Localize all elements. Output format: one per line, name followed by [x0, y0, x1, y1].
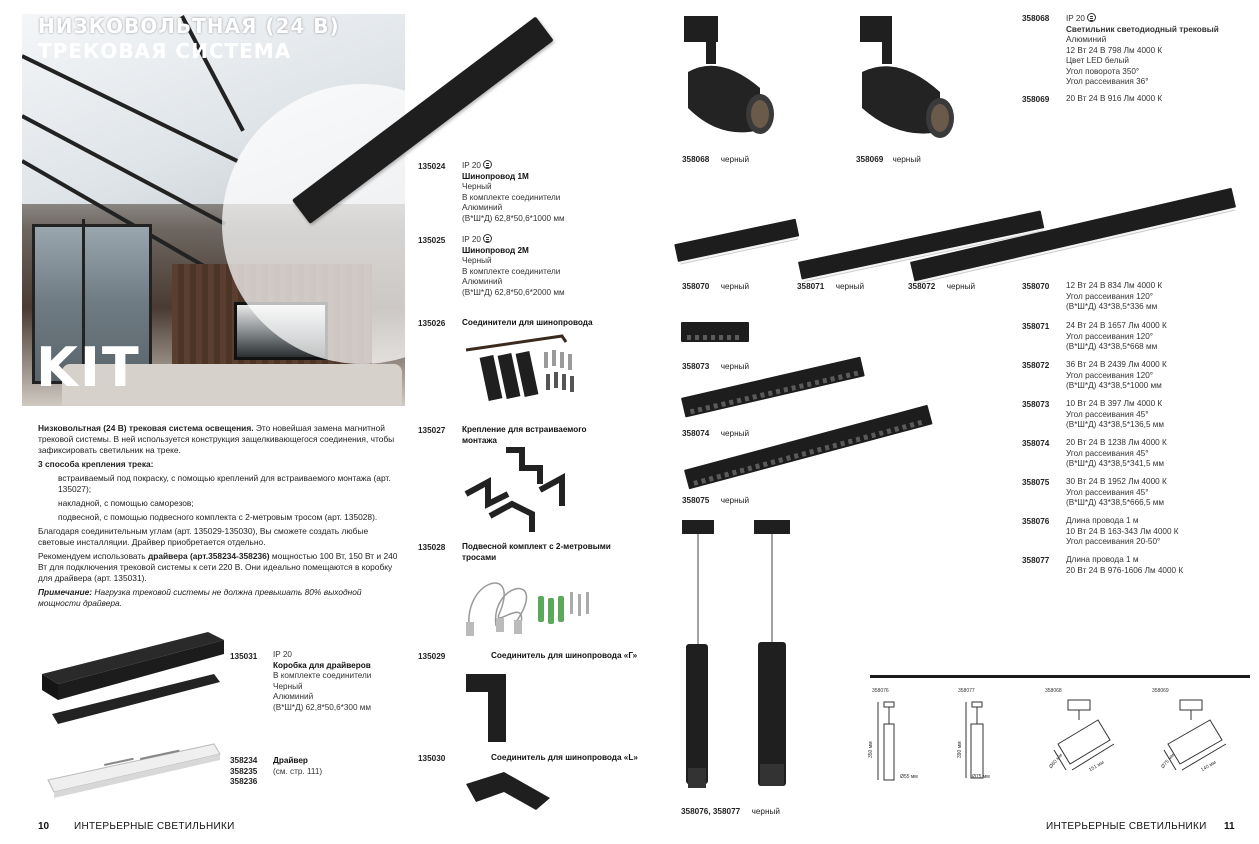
spec-line: Угол рассеивания 20-50° — [1066, 537, 1161, 546]
product-358070-desc — [1066, 281, 1162, 313]
spec-line: 12 Вт 24 В 798 Лм 4000 К — [1066, 45, 1163, 55]
driver-box-image — [38, 628, 228, 738]
product-name: Драйвер — [273, 756, 308, 765]
connector-g-image — [462, 668, 542, 748]
spotlight-358068-image — [680, 14, 780, 144]
driver-ref: драйвера (арт.358234-358236) — [147, 551, 270, 561]
product-135024-desc — [462, 160, 565, 224]
suspension-kit-image — [460, 562, 600, 646]
footer-section: ИНТЕРЬЕРНЫЕ СВЕТИЛЬНИКИ — [1046, 821, 1207, 832]
caption-color: черный — [892, 155, 921, 164]
spec-line: Угол рассеивания 120° — [1066, 331, 1154, 341]
product-code: 135028 — [418, 543, 446, 552]
product-358071-desc — [1066, 321, 1167, 353]
caption-color: черный — [720, 282, 750, 291]
note-label: Примечание: — [38, 587, 93, 597]
connector-l-image — [464, 770, 554, 826]
dimension-drawings — [868, 694, 1248, 794]
product-code: 358073 — [1022, 400, 1050, 409]
product-code: 358077 — [1022, 556, 1050, 565]
product-code: 358236 — [230, 777, 258, 786]
product-code: 358235 — [230, 766, 258, 776]
product-code: 135031 — [230, 652, 258, 661]
product-135031-desc — [273, 650, 371, 713]
caption-code: 358071 — [797, 282, 825, 291]
spec-line: Угол рассеивания 45° — [1066, 487, 1149, 497]
caption-code: 358073 — [682, 362, 710, 371]
dot-lamp-358075-image — [684, 405, 933, 490]
footer-section: ИНТЕРЬЕРНЫЕ СВЕТИЛЬНИКИ — [74, 821, 235, 832]
product-name: Коробка для драйверов — [273, 660, 371, 670]
schematics-divider — [870, 675, 1250, 678]
spec-line: Угол рассеивания 45° — [1066, 409, 1149, 419]
page-title — [38, 14, 340, 64]
product-code: 135030 — [418, 754, 446, 763]
caption-358070 — [682, 282, 749, 291]
caption-358068 — [682, 155, 749, 164]
product-code: 358075 — [1022, 478, 1050, 487]
product-358073-desc — [1066, 399, 1164, 431]
product-code: 135026 — [418, 319, 446, 328]
product-name: Соединители для шинопровода — [462, 318, 593, 327]
spec-line: В комплекте соединители — [462, 266, 561, 276]
caption-358073 — [682, 362, 749, 371]
spec-line: Длина провода 1 м — [1066, 516, 1139, 525]
product-code: 358069 — [1022, 95, 1050, 104]
spec-line: Алюминий — [462, 277, 503, 286]
caption-358071 — [797, 282, 864, 291]
product-358072-desc — [1066, 360, 1167, 392]
spec-line: 20 Вт 24 В 976-1606 Лм 4000 К — [1066, 565, 1184, 575]
caption-code: 358074 — [682, 429, 710, 438]
product-name: Соединитель для шинопровода «L» — [491, 753, 638, 762]
spec-line: В комплекте соединители — [462, 192, 561, 202]
linear-lamp-358070-image — [674, 219, 799, 262]
spec-line: (В*Ш*Д) 43*38,5*668 мм — [1066, 342, 1158, 351]
mount-brackets-image — [462, 444, 582, 534]
product-name: Шинопровод 2М — [462, 245, 529, 255]
kit-badge: KIT — [36, 336, 141, 399]
spec-line: 20 Вт 24 В 1238 Лм 4000 К — [1066, 438, 1167, 447]
product-135025-desc — [462, 234, 565, 298]
product-135028-desc — [462, 542, 611, 563]
intro-text — [38, 423, 406, 612]
ip-rating: IP 20 — [1066, 14, 1085, 23]
connectors-image — [462, 330, 582, 410]
product-name: Соединитель для шинопровода «Г» — [491, 651, 638, 660]
product-code: 135024 — [418, 162, 446, 171]
dot-lamp-358073-image — [681, 322, 749, 342]
hero-photo — [22, 14, 405, 406]
product-358077-desc — [1066, 555, 1183, 576]
product-358075-desc — [1066, 477, 1167, 509]
dimension-label: 390 мм — [957, 741, 963, 758]
caption-code: 358069 — [856, 155, 884, 164]
product-358074-desc — [1066, 438, 1167, 470]
title-line-1: НИЗКОВОЛЬТНАЯ (24 В) — [38, 14, 340, 38]
caption-358076-358077 — [681, 807, 780, 816]
spec-line: Черный — [462, 182, 492, 191]
intro-paragraph: Это новейшая замена магнитной трековой системы. В ней используется конструкция защелкивающегося соединения, чтобы зафиксировать светильник на треке. — [38, 423, 395, 455]
caption-358075 — [682, 496, 749, 505]
product-code: 135025 — [418, 236, 446, 245]
methods-title: 3 способа крепления трека: — [38, 459, 154, 469]
ground-icon — [483, 160, 492, 169]
spec-line: (В*Ш*Д) 43*38,5*136,5 мм — [1066, 420, 1165, 429]
product-name: монтажа — [462, 435, 497, 445]
schematic-code: 358077 — [958, 688, 975, 694]
intro-text-part: мощностью 100 Вт, 150 Вт и 240 Вт для подключения трековой системы к сети 220 В. Они идеально помещаются в коробку для драйвера (арт. 135031). — [38, 551, 398, 583]
dimension-label: Ø55 мм — [900, 774, 918, 780]
caption-color: черный — [751, 807, 780, 816]
product-135029-desc — [491, 651, 637, 662]
product-135027-desc — [462, 425, 587, 446]
product-code: 358068 — [1022, 14, 1050, 23]
spec-line: 20 Вт 24 В 916 Лм 4000 К — [1066, 94, 1163, 103]
spec-line: Алюминий — [462, 203, 503, 212]
caption-color: черный — [720, 429, 750, 438]
spec-line: 30 Вт 24 В 1952 Лм 4000 К — [1066, 477, 1167, 486]
caption-code: 358075 — [682, 496, 710, 505]
product-name: Крепление для встраиваемого — [462, 425, 587, 434]
product-code: 358234 — [230, 756, 258, 765]
product-358068-desc — [1066, 13, 1219, 88]
product-name: тросами — [462, 552, 497, 562]
caption-358069 — [856, 155, 921, 164]
product-code: 358071 — [1022, 322, 1050, 331]
dimension-label: Ø60 мм — [1048, 752, 1064, 770]
ip-rating: IP 20 — [273, 650, 292, 659]
spec-line: (В*Ш*Д) 43*38,5*341,5 мм — [1066, 459, 1165, 468]
method-item: встраиваемый под покраску, с помощью креплений для встраиваемого монтажа (арт. 135027); — [58, 473, 391, 494]
page-number: 11 — [1224, 821, 1235, 832]
intro-paragraph: Благодаря соединительным углам (арт. 135029-135030), Вы сможете создать любые световые инсталляции. Драйвер приобретается отдельно. — [38, 526, 369, 547]
spec-line: Угол рассеивания 36° — [1066, 77, 1149, 86]
driver-image — [44, 740, 224, 800]
spec-line: 24 Вт 24 В 1657 Лм 4000 К — [1066, 321, 1167, 330]
caption-code: 358070 — [682, 282, 710, 291]
product-code: 358076 — [1022, 517, 1050, 526]
spotlight-358069-image — [858, 14, 958, 144]
dimension-label: Ø75 мм — [972, 774, 990, 780]
title-line-2: ТРЕКОВАЯ СИСТЕМА — [38, 39, 292, 63]
ip-rating: IP 20 — [462, 235, 481, 244]
schematic-code: 358076 — [872, 688, 889, 694]
dimension-label: 350 мм — [868, 741, 874, 758]
product-name: Шинопровод 1М — [462, 171, 529, 181]
spec-line: (В*Ш*Д) 62,8*50,6*2000 мм — [462, 287, 565, 297]
spec-line: Угол рассеивания 120° — [1066, 291, 1154, 301]
method-item: подвесной, с помощью подвесного комплекта с 2-метровым тросом (арт. 135028). — [58, 512, 378, 522]
ground-icon — [1087, 13, 1096, 22]
caption-code: 358068 — [682, 155, 710, 164]
spec-line: Алюминий — [1066, 35, 1107, 44]
product-code: 135027 — [418, 426, 446, 435]
caption-358074 — [682, 429, 749, 438]
product-code: 358070 — [1022, 282, 1050, 291]
caption-color: черный — [946, 282, 976, 291]
spec-line: (В*Ш*Д) 62,8*50,6*300 мм — [273, 702, 372, 712]
pendant-lamps-image — [680, 518, 800, 800]
product-358076-desc — [1066, 516, 1179, 548]
caption-358072 — [908, 282, 975, 291]
spec-line: Алюминий — [273, 692, 314, 701]
spec-line: Черный — [273, 681, 303, 691]
schematic-code: 358069 — [1152, 688, 1169, 694]
caption-color: черный — [720, 496, 750, 505]
product-code: 358074 — [1022, 439, 1050, 448]
caption-code: 358072 — [908, 282, 936, 291]
ip-rating: IP 20 — [462, 161, 481, 170]
spec-line: Длина провода 1 м — [1066, 555, 1139, 564]
product-135030-desc — [491, 753, 638, 764]
dimension-label: 140 мм — [1200, 759, 1218, 774]
ground-icon — [483, 234, 492, 243]
product-code: 135029 — [418, 652, 446, 661]
note-text: Нагрузка трековой системы не должна превышать 80% выходной мощности драйвера. — [38, 587, 362, 608]
spec-line: (см. стр. 111) — [273, 766, 323, 776]
page-number: 10 — [38, 821, 50, 832]
intro-heading: Низковольтная (24 В) трековая система освещения. — [38, 423, 254, 433]
product-name: Светильник светодиодный трековый — [1066, 24, 1219, 34]
spec-line: 12 Вт 24 В 834 Лм 4000 К — [1066, 281, 1163, 290]
caption-color: черный — [720, 155, 750, 164]
intro-text-part: Рекомендуем использовать — [38, 551, 148, 561]
method-item: накладной, с помощью саморезов; — [58, 498, 194, 508]
driver-desc — [273, 756, 322, 777]
spec-line: Угол поворота 350° — [1066, 66, 1140, 76]
caption-color: черный — [720, 362, 750, 371]
spec-line: Черный — [462, 256, 492, 265]
driver-codes — [230, 756, 257, 788]
spec-line: 36 Вт 24 В 2439 Лм 4000 К — [1066, 360, 1167, 369]
caption-code: 358076, 358077 — [681, 807, 741, 816]
schematic-code: 358068 — [1045, 688, 1062, 694]
spec-line: Угол рассеивания 120° — [1066, 370, 1154, 380]
spec-line: В комплекте соединители — [273, 671, 372, 680]
spec-line: 10 Вт 24 В 163-343 Лм 4000 К — [1066, 526, 1179, 536]
spec-line: 10 Вт 24 В 397 Лм 4000 К — [1066, 399, 1163, 408]
spec-line: Цвет LED белый — [1066, 56, 1129, 65]
spec-line: (В*Ш*Д) 43*38,5*666,5 мм — [1066, 498, 1165, 507]
dimension-label: 151 мм — [1088, 759, 1106, 774]
spec-line: (В*Ш*Д) 62,8*50,6*1000 мм — [462, 213, 565, 223]
product-code: 358072 — [1022, 361, 1050, 370]
spec-line: Угол рассеивания 45° — [1066, 448, 1149, 458]
dimension-label: Ø75 мм — [1160, 752, 1176, 770]
product-name: Подвесной комплект с 2-метровыми — [462, 542, 611, 551]
caption-color: черный — [835, 282, 865, 291]
spec-line: (В*Ш*Д) 43*38,5*336 мм — [1066, 302, 1158, 311]
product-135026-desc — [462, 318, 593, 329]
spec-line: (В*Ш*Д) 43*38,5*1000 мм — [1066, 381, 1162, 390]
